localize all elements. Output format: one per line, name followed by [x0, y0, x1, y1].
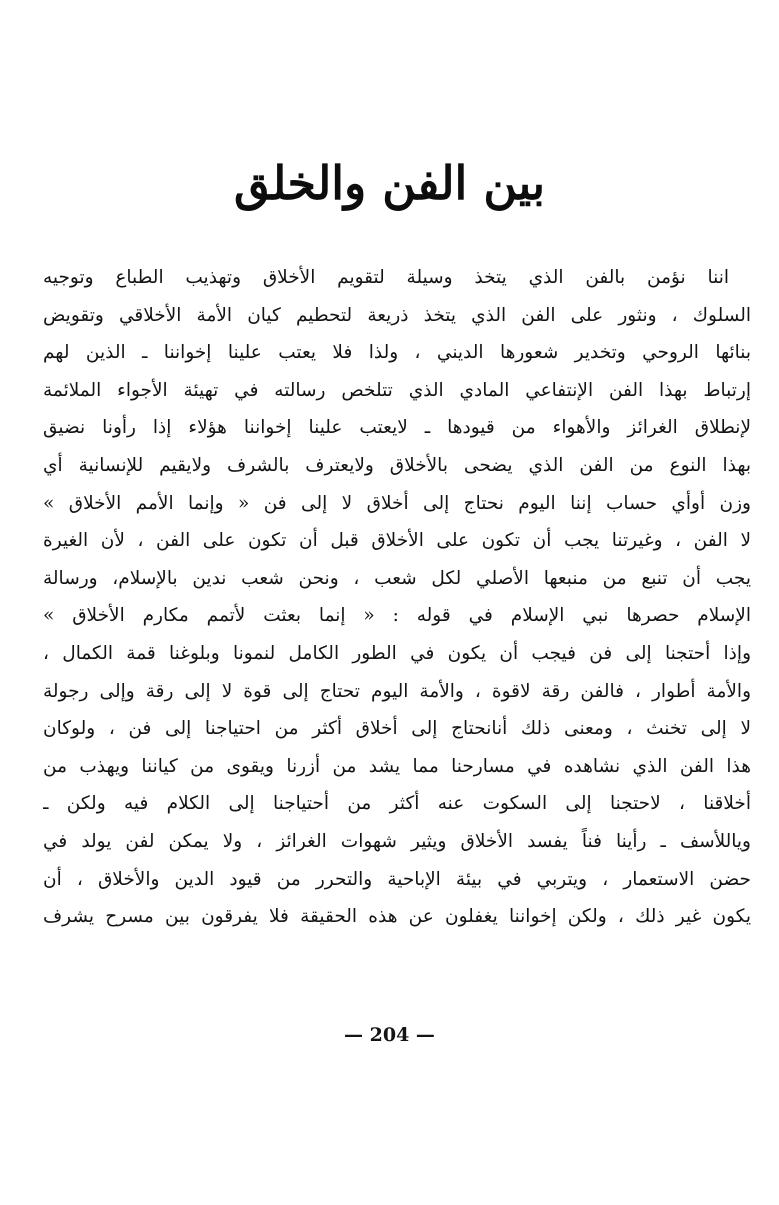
text-line-17: حضن الاستعمار ، ويتربي في بيئة الإباحية والتحرر من قيود الدين والأخلاق ، أن	[43, 868, 751, 890]
text-line-11: وإذا أحتجنا إلى فن فيجب أن يكون في الطور الكامل لنمونا وبلوغنا قمة الكمال ،	[43, 642, 751, 664]
text-line-9: يجب أن تنبع من منبعها الأصلي لكل شعب ، ونحن شعب ندين بالإسلام، ورسالة	[43, 567, 751, 589]
chapter-title: بين الفن والخلق	[233, 156, 546, 210]
text-line-2: السلوك ، ونثور على الفن الذي يتخذ ذريعة لتحطيم كيان الأمة الأخلاقي وتقويض	[43, 304, 751, 326]
text-line-1: اننا نؤمن بالفن الذي يتخذ وسيلة لتقويم الأخلاق وتهذيب الطباع وتوجيه	[43, 267, 729, 288]
text-line-5: لإنطلاق الغرائز والأهواء من قيودها ـ لايعتب علينا إخواننا هؤلاء إذا رأونا نضيق	[43, 417, 751, 439]
text-line-12: والأمة أطوار ، فالفن رقة لاقوة ، والأمة اليوم تحتاج إلى قوة لا إلى رقة وإلى رجولة	[43, 680, 751, 702]
body-paragraph	[43, 259, 751, 936]
text-line-13: لا إلى تخنث ، ومعنى ذلك أنانحتاج إلى أخلاق أكثر من احتياجنا إلى فن ، ولوكان	[43, 718, 751, 740]
text-line-4: إرتباط بهذا الفن الإنتفاعي المادي الذي تتلخص رسالته في تهيئة الأجواء الملائمة	[43, 379, 751, 401]
text-line-10: الإسلام حصرها نبي الإسلام في قوله : « إنما بعثت لأتمم مكارم الأخلاق »	[43, 605, 751, 627]
text-line-3: بنائها الروحي وتخدير شعورها الديني ، ولذا فلا يعتب علينا إخواننا ـ الذين لهم	[43, 342, 751, 364]
text-line-8: لا الفن ، وغيرتنا يجب أن تكون على الأخلاق قبل أن تكون على الفن ، لأن الغيرة	[43, 530, 751, 552]
page-number: — 204 —	[344, 1024, 435, 1046]
text-line-7: وزن أوأي حساب إننا اليوم نحتاج إلى أخلاق لا إلى فن « وإنما الأمم الأخلاق »	[43, 492, 751, 514]
text-line-14: هذا الفن الذي نشاهده في مسارحنا مما يشد من أزرنا ويقوى من كياننا ويهذب من	[43, 755, 751, 777]
text-line-6: بهذا النوع من الفن الذي يضحى بالأخلاق ولايعترف بالشرف ولايقيم للإنسانية أي	[43, 454, 751, 476]
text-line-18: يكون غير ذلك ، ولكن إخواننا يغفلون عن هذه الحقيقة فلا يفرقون بين مسرح يشرف	[43, 906, 751, 928]
text-line-15: أخلاقنا ، لاحتجنا إلى السكوت عنه أكثر من أحتياجنا إلى الكلام فيه ولكن ـ	[43, 793, 751, 815]
text-line-16: وياللأسف ـ رأينا فناً يفسد الأخلاق ويثير شهوات الغرائز ، ولا يمكن لفن يولد في	[43, 830, 751, 852]
